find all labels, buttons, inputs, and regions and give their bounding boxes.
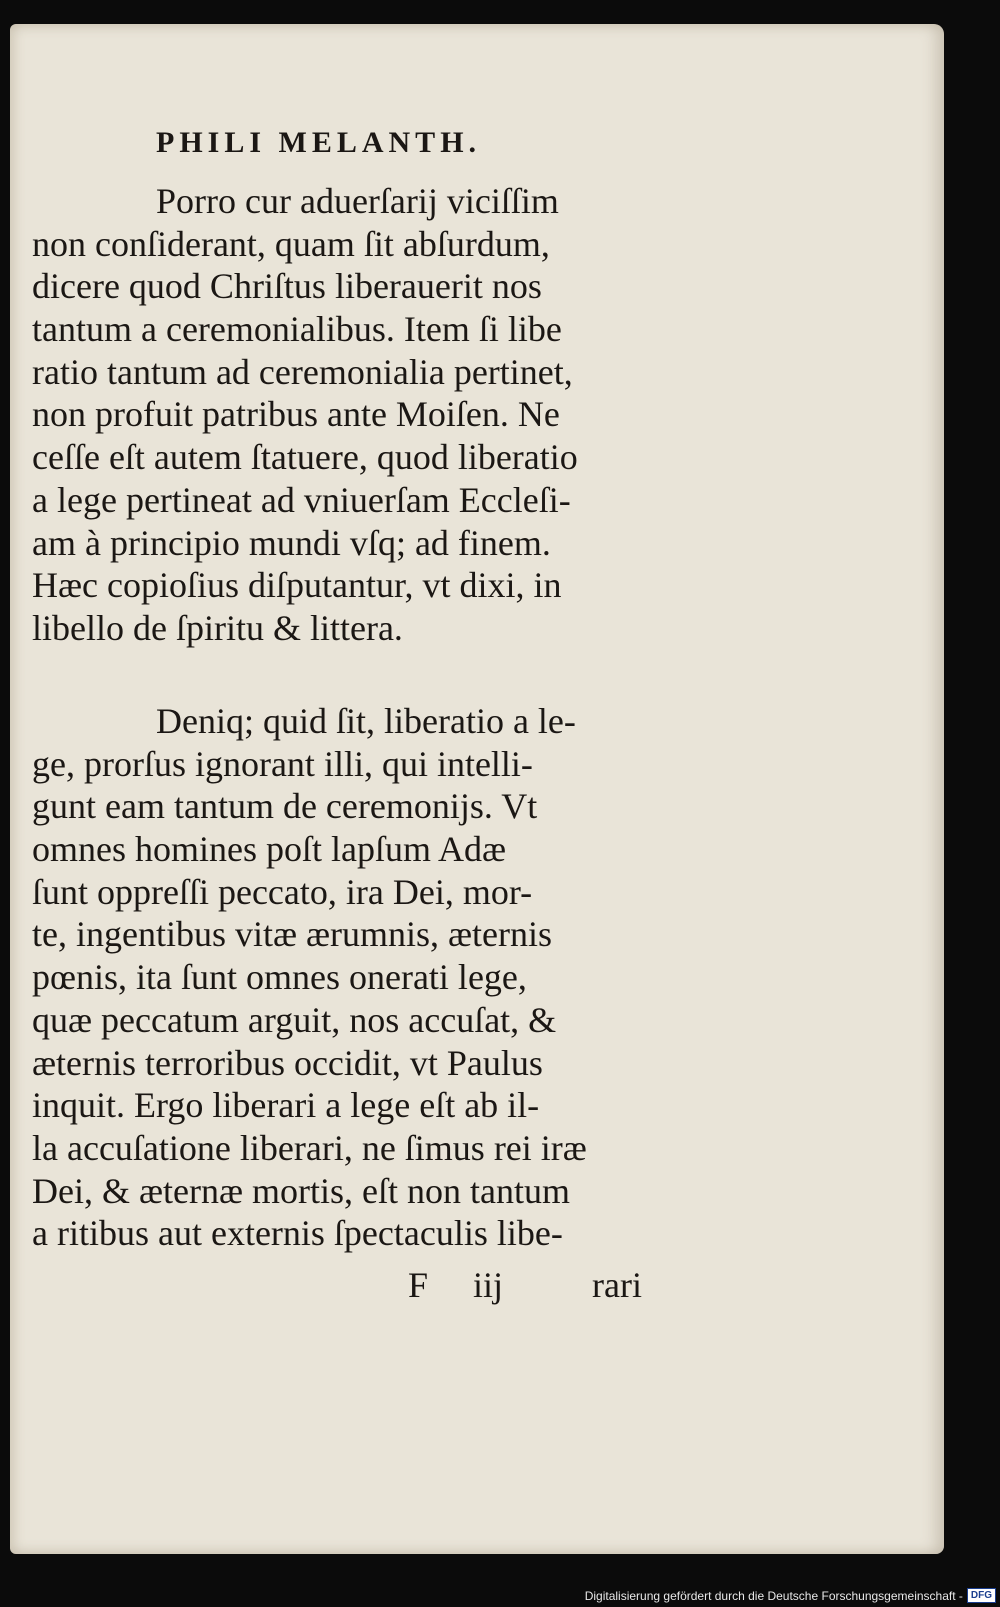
signature-mark: F	[408, 1265, 429, 1305]
running-header: PHILI MELANTH.	[156, 126, 482, 159]
text-line: non conſiderant, quam ſit abſurdum,	[32, 223, 550, 264]
text-line: ceſſe eſt autem ſtatuere, quod liberatio	[32, 437, 578, 478]
text-line: ge, prorſus ignorant illi, qui intelli-	[32, 743, 533, 784]
credit-text: Digitalisierung gefördert durch die Deutsche Forschungsgemeinschaft -	[584, 1588, 963, 1603]
paragraph-2	[32, 700, 662, 1255]
text-line: la accuſatione liberari, ne ſimus rei iræ	[32, 1127, 587, 1168]
digitization-credit	[585, 1588, 996, 1603]
dfg-logo-icon: DFG	[967, 1588, 996, 1603]
text-line: am à principio mundi vſq; ad finem.	[32, 522, 551, 563]
text-line: ratio tantum ad ceremonialia pertinet,	[32, 351, 573, 392]
text-line: te, ingentibus vitæ ærumnis, æternis	[32, 914, 552, 955]
text-line: pœnis, ita ſunt omnes onerati lege,	[32, 957, 527, 998]
text-line: Hæc copioſius diſputantur, vt dixi, in	[32, 565, 562, 606]
text-line: a ritibus aut externis ſpectaculis libe-	[32, 1213, 563, 1254]
text-line: tantum a ceremonialibus. Item ſi libe	[32, 309, 562, 350]
text-line: Porro cur aduerſarij viciſſim	[156, 181, 559, 221]
text-line: dicere quod Chriſtus liberauerit nos	[32, 266, 542, 307]
text-line: ſunt oppreſſi peccato, ira Dei, mor-	[32, 871, 533, 912]
paragraph-1	[32, 180, 662, 650]
text-line: quæ peccatum arguit, nos accuſat, &	[32, 999, 557, 1040]
signature-line	[408, 1264, 642, 1306]
catchword: rari	[592, 1265, 643, 1305]
signature-number: iij	[473, 1265, 504, 1305]
text-line: inquit. Ergo liberari a lege eſt ab il-	[32, 1085, 540, 1126]
book-page	[10, 24, 944, 1554]
text-line: æternis terroribus occidit, vt Paulus	[32, 1042, 543, 1083]
text-line: a lege pertineat ad vniuerſam Eccleſi-	[32, 479, 571, 520]
text-line: Dei, & æternæ mortis, eſt non tantum	[32, 1170, 570, 1211]
text-line: Deniq; quid ſit, liberatio a le-	[156, 701, 576, 741]
text-line: non profuit patribus ante Moiſen. Ne	[32, 394, 560, 435]
text-line: gunt eam tantum de ceremonijs. Vt	[32, 786, 538, 827]
text-line: omnes homines poſt lapſum Adæ	[32, 829, 506, 870]
text-line: libello de ſpiritu & littera.	[32, 607, 403, 648]
